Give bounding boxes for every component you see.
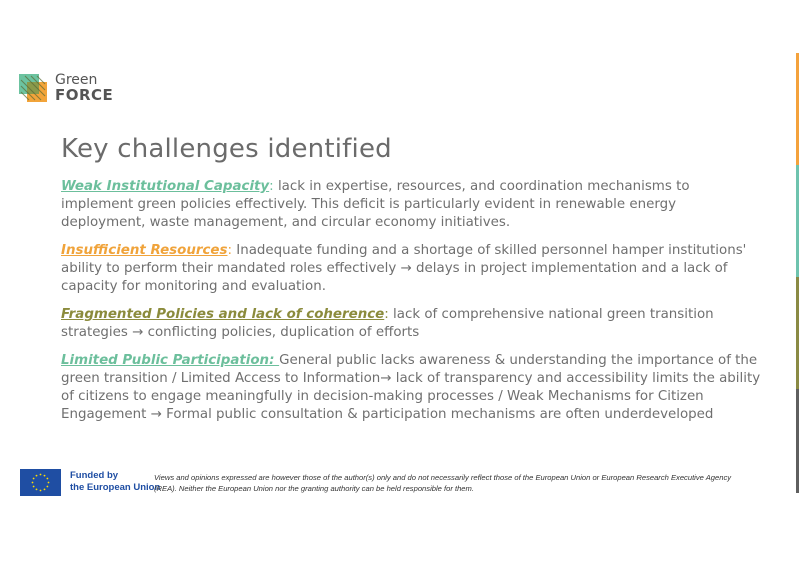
- challenge-separator: :: [269, 179, 278, 194]
- logo-wordmark: [55, 73, 113, 103]
- challenge-item: [61, 178, 761, 232]
- logo-line1: Green: [55, 72, 98, 88]
- green-force-logo: [18, 72, 128, 108]
- accent-segment-orange: [796, 53, 799, 165]
- logo-mark-icon: [19, 74, 47, 102]
- challenge-item: [61, 306, 761, 342]
- accent-color-bar: [796, 53, 799, 493]
- challenge-separator: :: [227, 243, 237, 258]
- funded-by-eu-label: [70, 470, 160, 494]
- logo-line2: FORCE: [55, 86, 114, 104]
- accent-segment-olive: [796, 277, 799, 389]
- challenge-heading: Insufficient Resources: [61, 243, 228, 258]
- footer: [18, 468, 778, 498]
- challenge-heading: Weak Institutional Capacity: [61, 179, 270, 194]
- challenges-list: [61, 178, 761, 434]
- accent-segment-gray: [796, 389, 799, 493]
- eu-disclaimer: Views and opinions expressed are however those of the author(s) only and do not necessarily reflect those of the European Union or European Research Executive Agency (REA). Neither the European Union nor the granting authority can be held responsible for them.: [154, 473, 732, 493]
- challenge-separator: :: [384, 307, 394, 322]
- challenge-item: [61, 352, 761, 424]
- challenge-body: lack in expertise, resources, and coordination mechanisms to implement green policies effectively. This deficit is particularly evident in renewable energy deployment, waste management, and circular economy initiatives.: [61, 179, 690, 230]
- challenge-item: [61, 242, 761, 296]
- eu-flag-icon: [20, 469, 61, 496]
- challenge-heading: Limited Public Participation:: [61, 353, 280, 368]
- challenge-heading: Fragmented Policies and lack of coherence: [61, 307, 385, 322]
- funded-line1: Funded by: [70, 470, 119, 481]
- challenge-body: General public lacks awareness & understanding the importance of the green transition / Limited Access to Information→ lack of transparency and accessibility limits the ability of citizens to engage meaningfully in decision-making processes / Weak Mechanisms for Citizen Engagement → Formal public consultation & participation mechanisms are often underdeveloped: [61, 353, 761, 422]
- funded-line2: the European Union: [70, 482, 161, 493]
- accent-segment-teal: [796, 165, 799, 277]
- challenge-body: lack of comprehensive national green transition strategies → conflicting policies, duplication of efforts: [61, 307, 714, 340]
- challenge-body: Inadequate funding and a shortage of skilled personnel hamper institutions' ability to perform their mandated roles effectively → delays in project implementation and a lack of capacity for monitoring and evaluation.: [61, 243, 747, 294]
- page-title: Key challenges identified: [61, 134, 392, 164]
